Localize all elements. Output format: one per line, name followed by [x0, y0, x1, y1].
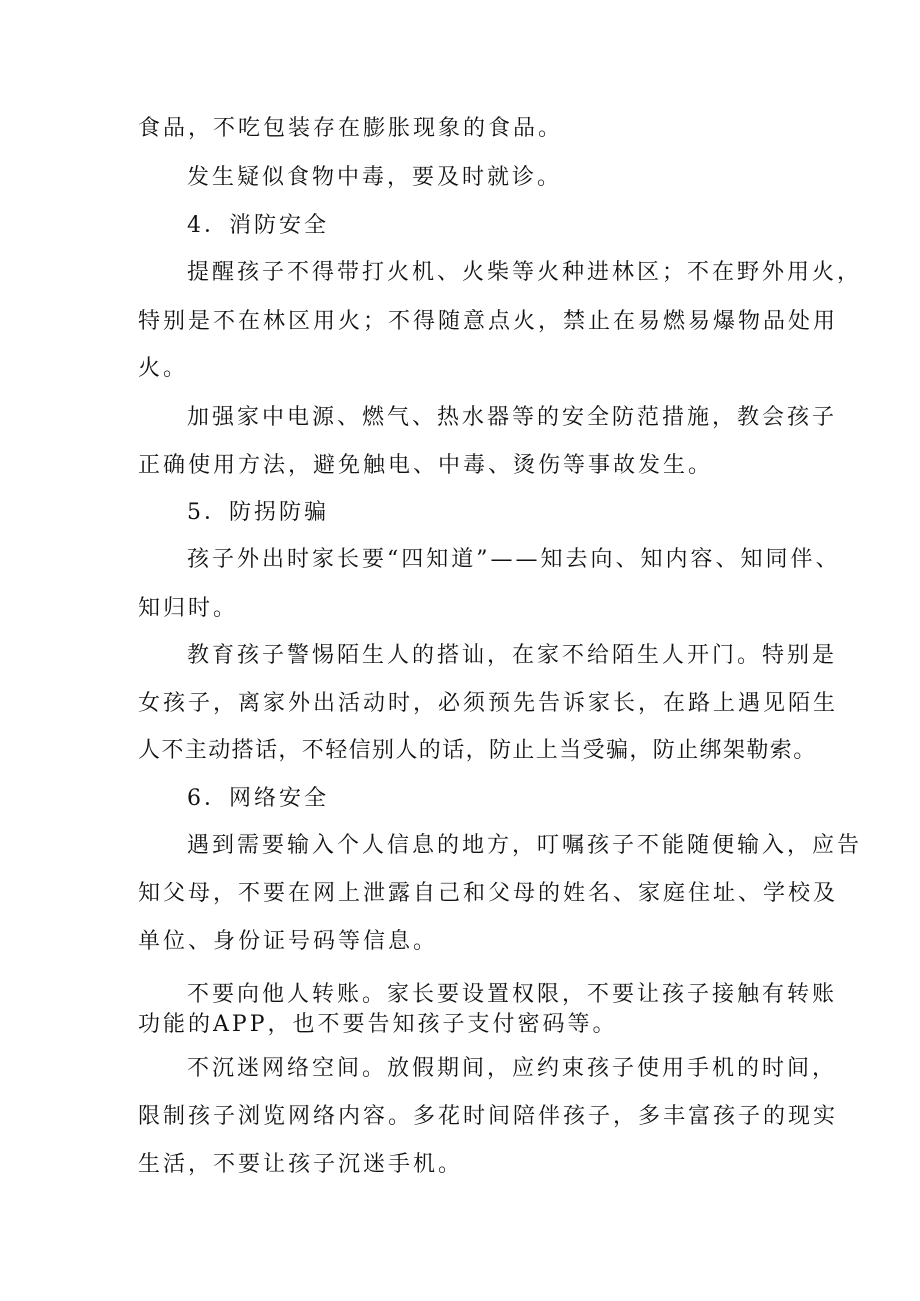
paragraph-line: 遇到需要输入个人信息的地方，叮嘱孩子不能随便输入，应告 — [187, 833, 863, 858]
paragraph-line: 提醒孩子不得带打火机、火柴等火种进林区；不在野外用火， — [187, 260, 863, 285]
paragraph-line: 女孩子，离家外出活动时，必须预先告诉家长，在路上遇见陌生 — [138, 691, 839, 716]
paragraph-line: 加强家中电源、燃气、热水器等的安全防范措施，教会孩子 — [187, 405, 838, 430]
section-heading: 4．消防安全 — [187, 213, 329, 238]
section-heading: 5．防拐防骗 — [187, 500, 329, 525]
section-heading: 6．网络安全 — [187, 786, 329, 811]
paragraph-line: 正确使用方法，避免触电、中毒、烫伤等事故发生。 — [138, 453, 714, 478]
paragraph-line: 火。 — [138, 356, 189, 381]
paragraph-line: 限制孩子浏览网络内容。多花时间陪伴孩子，多丰富孩子的现实 — [138, 1104, 839, 1129]
paragraph-line: 孩子外出时家长要“四知道”——知去向、知内容、知同伴、 — [187, 547, 841, 572]
paragraph-line: 发生疑似食物中毒，要及时就诊。 — [187, 165, 563, 190]
paragraph-line: 教育孩子警惕陌生人的搭讪，在家不给陌生人开门。特别是 — [187, 643, 838, 668]
paragraph-line: 食品，不吃包装存在膨胀现象的食品。 — [138, 116, 564, 141]
paragraph-line: 生活，不要让孩子沉迷手机。 — [138, 1152, 464, 1177]
paragraph-line: 不要向他人转账。家长要设置权限，不要让孩子接触有转账 — [187, 982, 838, 1007]
paragraph-line: 知归时。 — [138, 596, 239, 621]
paragraph-line: 不沉迷网络空间。放假期间，应约束孩子使用手机的时间， — [187, 1056, 838, 1081]
paragraph-line: 知父母，不要在网上泄露自己和父母的姓名、家庭住址、学校及 — [138, 881, 839, 906]
paragraph-line: 功能的APP，也不要告知孩子支付密码等。 — [138, 1012, 618, 1037]
paragraph-line: 人不主动搭话，不轻信别人的话，防止上当受骗，防止绑架勒索。 — [138, 738, 817, 763]
paragraph-line: 单位、身份证号码等信息。 — [138, 929, 439, 954]
paragraph-line: 特别是不在林区用火；不得随意点火，禁止在易燃易爆物品处用 — [138, 309, 839, 334]
